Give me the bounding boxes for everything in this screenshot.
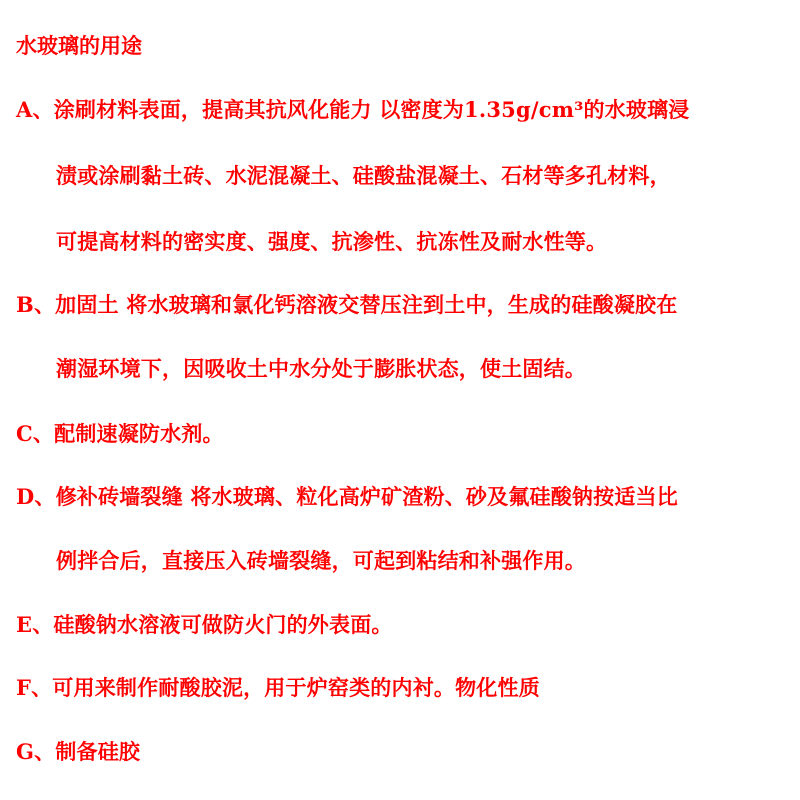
item-e-line-1: E、硅酸钠水溶液可做防火门的外表面。 (16, 612, 393, 637)
item-g-line-1: G、制备硅胶 (16, 739, 141, 764)
item-b-line-2: 潮湿环境下，因吸收土中水分处于膨胀状态，使土固结。 (56, 356, 586, 381)
item-a-line-3: 可提高材料的密实度、强度、抗渗性、抗冻性及耐水性等。 (56, 229, 608, 254)
item-a-line-1: A、涂刷材料表面，提高其抗风化能力 以密度为1.35g/cm³的水玻璃浸 (16, 97, 690, 122)
item-d-line-2: 例拌合后，直接压入砖墙裂缝，可起到粘结和补强作用。 (56, 548, 586, 573)
item-b-line-1: B、加固土 将水玻璃和氯化钙溶液交替压注到土中，生成的硅酸凝胶在 (16, 292, 678, 317)
item-d-line-1: D、修补砖墙裂缝 将水玻璃、粒化高炉矿渣粉、砂及氟硅酸钠按适当比 (16, 484, 678, 509)
item-a-line-2: 渍或涂刷黏土砖、水泥混凝土、硅酸盐混凝土、石材等多孔材料， (56, 163, 671, 188)
item-f-line-1: F、可用来制作耐酸胶泥，用于炉窑类的内衬。物化性质 (16, 675, 540, 700)
document-title: 水玻璃的用途 (16, 33, 142, 58)
item-c-line-1: C、配制速凝防水剂。 (16, 421, 224, 446)
